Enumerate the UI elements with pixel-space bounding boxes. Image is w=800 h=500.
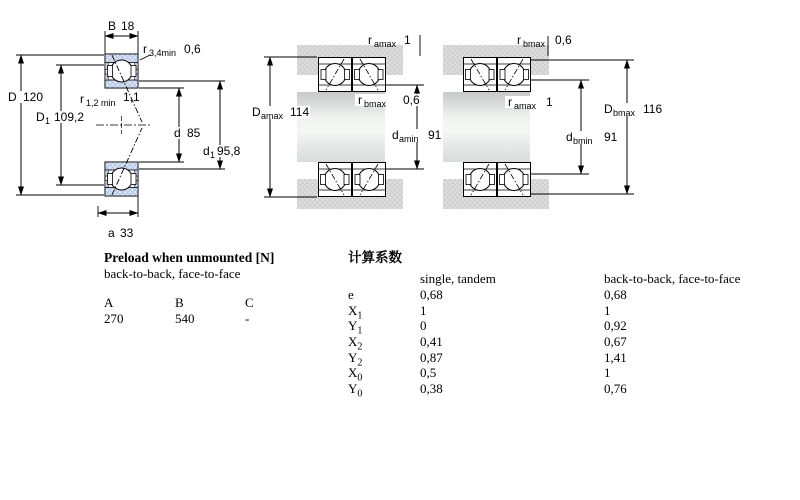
dim-B-value: 18 [121, 19, 135, 33]
factor-symbol: $X_0$ [348, 365, 363, 385]
preload-col-B: B [175, 295, 184, 310]
dim-damin-value: 91 [428, 128, 442, 142]
dim-Damax-value: 114 [290, 105, 310, 119]
dim-D1-symbol: D [36, 110, 45, 124]
factor-symbol: $Y_0$ [348, 381, 363, 400]
dim-damin-symbol: d [392, 128, 399, 142]
dim-D-symbol: D [8, 90, 17, 104]
dim-a-symbol: a [108, 226, 115, 240]
dim-d1-value: 95,8 [217, 144, 241, 158]
preload-value-A: 270 [104, 311, 124, 326]
factor-value: 0,68 [420, 287, 443, 302]
preload-value-B: 540 [175, 311, 195, 326]
factors-single-column [420, 287, 443, 397]
preload-subtitle: back-to-back, face-to-face [104, 266, 241, 281]
dim-d1-subscript: 1 [210, 150, 216, 160]
labels-left [5, 19, 243, 240]
factors-title: 计算系数 [348, 250, 402, 265]
dim-ramax-subscript: amax [514, 101, 537, 111]
dim-ramax-symbol: r [368, 33, 372, 47]
dim-rbmax-subscript: bmax [523, 39, 546, 49]
ball [111, 60, 133, 82]
dim-r12-symbol: r [80, 92, 84, 106]
factor-value: 1 [604, 365, 611, 381]
dim-r34-subscript: 3,4min [149, 48, 177, 58]
dim-rbmax-symbol: r [517, 33, 521, 47]
bearing-unit [464, 163, 497, 197]
factor-value: 1 [420, 302, 427, 318]
preload-col-A: A [104, 295, 114, 310]
factors-col-single-header: single, tandem [420, 271, 496, 286]
dim-a-value: 33 [120, 226, 134, 240]
factors-col-paired-header: back-to-back, face-to-face [604, 271, 741, 286]
dim-ramax-value: 1 [546, 95, 553, 109]
dim-d1-symbol: d [203, 144, 210, 158]
factor-value: 0,68 [604, 287, 627, 302]
factor-value: 1 [604, 302, 611, 318]
cage [108, 174, 113, 185]
dim-Dbmax-subscript: bmax [613, 108, 636, 118]
factor-value: 0,87 [420, 349, 443, 365]
factors-symbol-column [348, 287, 363, 400]
bearing-unit [464, 58, 497, 92]
preload-title: Preload when unmounted [N] [104, 250, 275, 265]
dim-rbmax-symbol: r [358, 93, 362, 107]
dim-Dbmax-value: 116 [643, 102, 663, 116]
bearing-unit [319, 163, 352, 197]
dim-ramax-symbol: r [508, 95, 512, 109]
factor-symbol: $Y_2$ [348, 349, 363, 369]
factor-value: 0,41 [420, 334, 443, 350]
cage [108, 66, 113, 77]
bearing-unit [498, 58, 531, 92]
ball [111, 168, 133, 190]
preload-table [104, 250, 354, 330]
mounting-diagram-back-to-back [249, 33, 442, 209]
factors-paired-column [604, 287, 627, 397]
dim-r34-value: 0,6 [184, 42, 201, 56]
bearing-bottom-section [105, 128, 142, 196]
dim-Damax-symbol: D [252, 105, 261, 119]
dim-ramax-subscript: amax [374, 39, 397, 49]
factor-symbol: $Y_1$ [348, 318, 363, 337]
bearing-unit [353, 58, 386, 92]
cage [131, 174, 136, 185]
dim-damin-subscript: amin [399, 134, 419, 144]
mounting-diagram-face-to-face [443, 33, 665, 209]
factor-value: 0 [420, 318, 427, 334]
preload-value-C: - [245, 311, 250, 326]
dim-Damax-subscript: amax [261, 111, 284, 121]
dim-r12-value: 1,1 [123, 90, 140, 104]
dim-B-symbol: B [108, 19, 117, 33]
factor-value: 0,38 [420, 381, 443, 397]
dim-ramax-value: 1 [404, 33, 411, 47]
dim-dbmin-value: 91 [604, 130, 618, 144]
factor-value: 0,92 [604, 318, 627, 334]
bearing-unit [319, 58, 352, 92]
bearing-cross-section [5, 19, 243, 240]
dim-dbmin-subscript: bmin [573, 136, 593, 146]
bearing-unit [353, 163, 386, 197]
technical-drawing [0, 0, 800, 248]
dim-D1-value: 109,2 [54, 110, 85, 124]
dim-r34-symbol: r [143, 42, 147, 56]
factor-value: 0,5 [420, 365, 437, 381]
factor-symbol: $X_2$ [348, 334, 363, 353]
bearing-unit [498, 163, 531, 197]
factor-symbol: $X_1$ [348, 302, 363, 322]
cage [131, 66, 136, 77]
factor-value: 1,41 [604, 349, 627, 365]
bearing-top-section [105, 54, 142, 122]
factor-symbol: e [348, 287, 354, 302]
dim-r12-subscript: 1,2 min [86, 98, 116, 108]
dim-dbmin-symbol: d [566, 130, 573, 144]
dim-d-symbol: d [174, 126, 181, 140]
factor-value: 0,67 [604, 334, 627, 350]
factor-value: 0,76 [604, 381, 627, 397]
calculation-factors-table [348, 250, 800, 400]
dim-rbmax-value: 0,6 [403, 93, 420, 107]
dim-D1-subscript: 1 [45, 116, 51, 126]
dim-D-value: 120 [23, 90, 44, 104]
dim-d-value: 85 [187, 126, 201, 140]
dim-rbmax-subscript: bmax [364, 99, 387, 109]
dim-rbmax-value: 0,6 [555, 33, 572, 47]
dim-Dbmax-symbol: D [604, 102, 613, 116]
preload-col-C: C [245, 295, 254, 310]
